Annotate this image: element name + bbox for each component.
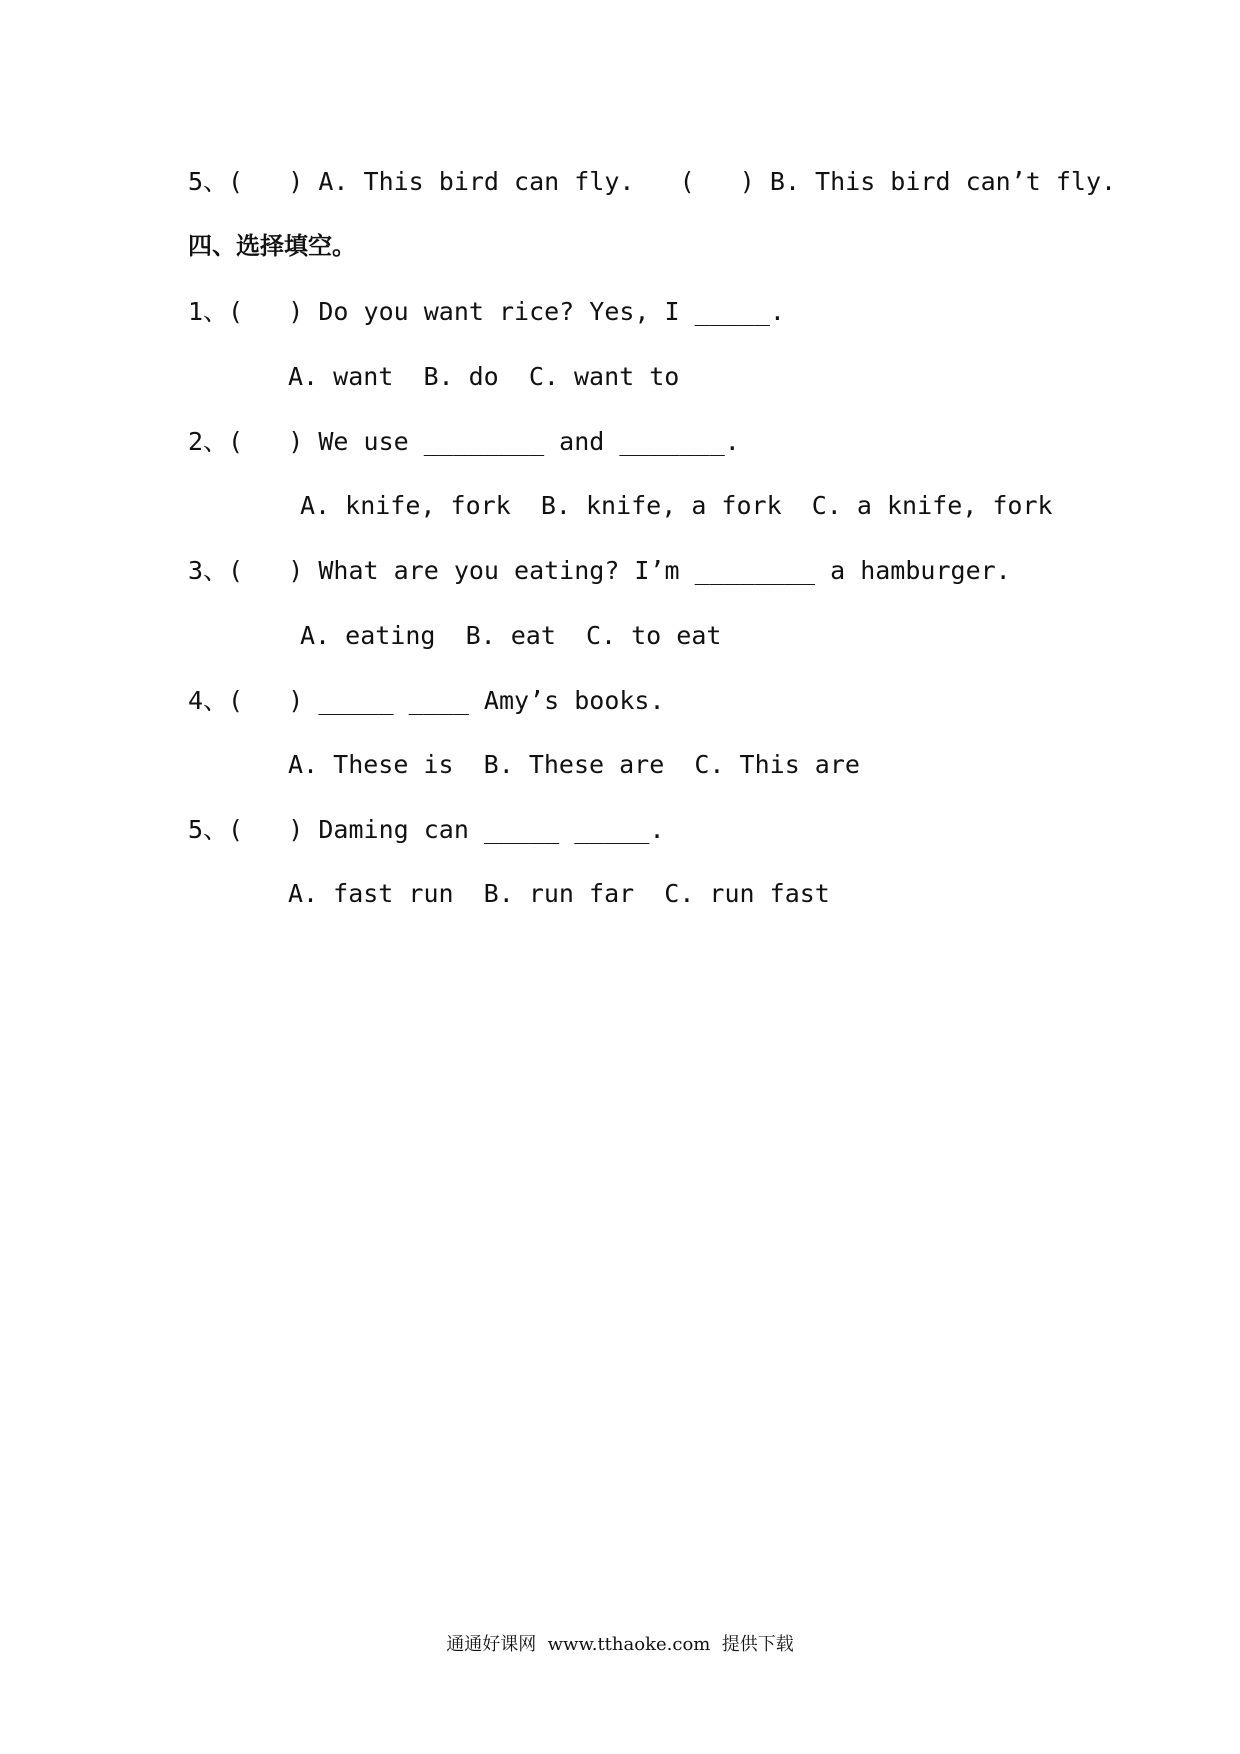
question-2-stem: 2、( ) We use ________ and _______. — [188, 427, 740, 456]
prev-section-item-5: 5、( ) A. This bird can fly. ( ) B. This bird can’t fly. — [188, 167, 1117, 196]
section-4-heading: 四、选择填空。 — [188, 232, 356, 260]
question-1-stem: 1、( ) Do you want rice? Yes, I _____. — [188, 297, 785, 326]
question-3-stem: 3、( ) What are you eating? I’m ________ a hamburger. — [188, 556, 1011, 585]
question-4-stem: 4、( ) _____ ____ Amy’s books. — [188, 686, 665, 715]
question-3-options: A. eating B. eat C. to eat — [300, 621, 722, 650]
question-5-options: A. fast run B. run far C. run fast — [288, 879, 830, 908]
question-1-options: A. want B. do C. want to — [288, 362, 680, 391]
question-5-stem: 5、( ) Daming can _____ _____. — [188, 815, 665, 844]
question-4-options: A. These is B. These are C. This are — [288, 750, 860, 779]
page-footer: 通通好课网 www.tthaoke.com 提供下载 — [446, 1634, 794, 1655]
question-2-options: A. knife, fork B. knife, a fork C. a knife, fork — [300, 491, 1053, 520]
